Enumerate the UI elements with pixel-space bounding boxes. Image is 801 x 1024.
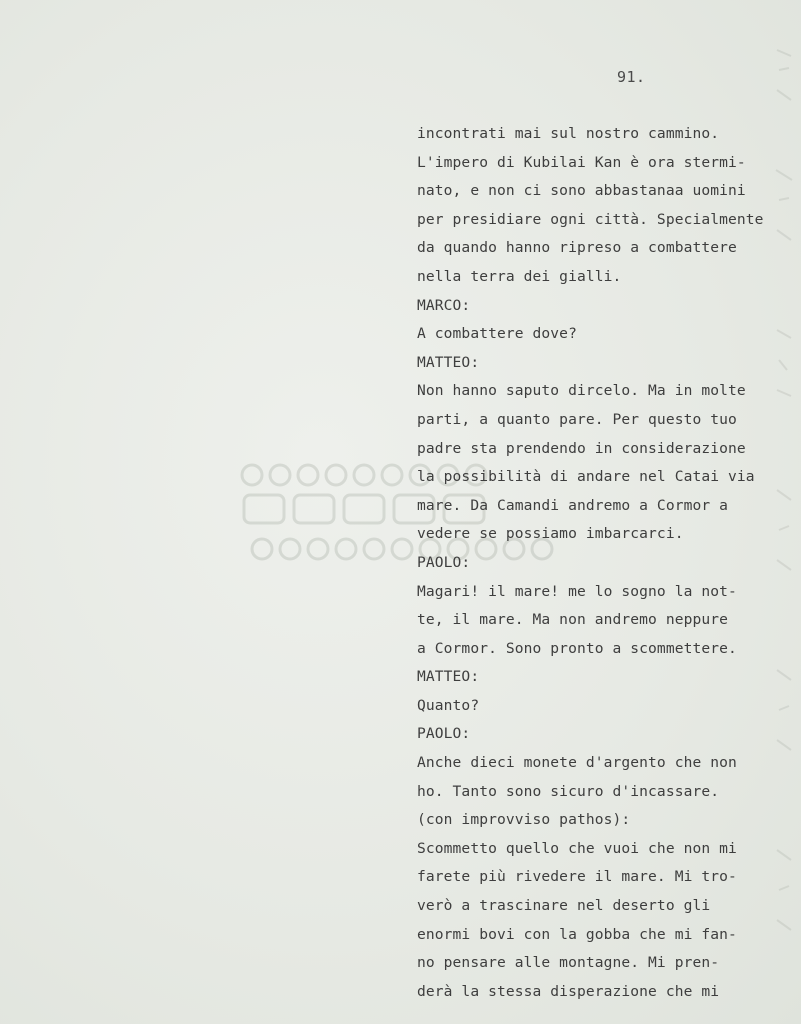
text-line: la possibilità di andare nel Catai via	[417, 468, 755, 486]
text-line: te, il mare. Ma non andremo neppure	[417, 611, 729, 629]
text-line: farete più rivedere il mare. Mi tro-	[417, 868, 737, 886]
text-line: a Cormor. Sono pronto a scommettere.	[417, 639, 737, 657]
text-line: L'impero di Kubilai Kan è ora stermi-	[417, 153, 746, 171]
text-line: Non hanno saputo dircelo. Ma in molte	[417, 382, 746, 400]
text-line: derà la stessa disperazione che mi	[417, 982, 720, 1000]
text-line: enormi bovi con la gobba che mi fan-	[417, 925, 737, 943]
text-line: nato, e non ci sono abbastanaa uomini	[417, 182, 746, 200]
text-line: Anche dieci monete d'argento che non	[417, 754, 737, 772]
text-line: per presidiare ogni città. Specialmente	[417, 210, 764, 228]
text-line: padre sta prendendo in considerazione	[417, 439, 746, 457]
page-number: 91.	[617, 68, 646, 86]
text-line: no pensare alle montagne. Mi pren-	[417, 954, 720, 972]
text-line: A combattere dove?	[417, 325, 577, 343]
speaker-label: MATTEO:	[417, 668, 480, 686]
text-line: parti, a quanto pare. Per questo tuo	[417, 410, 737, 428]
text-line: incontrati mai sul nostro cammino.	[417, 125, 720, 142]
speaker-label: PAOLO:	[417, 725, 471, 743]
text-line: da quando hanno ripreso a combattere	[417, 239, 737, 257]
speaker-label: MARCO:	[417, 296, 471, 314]
text-line: Quanto?	[417, 696, 480, 714]
typewritten-text	[417, 120, 801, 1006]
text-line: Magari! il mare! me lo sogno la not-	[417, 582, 737, 600]
speaker-label: PAOLO:	[417, 553, 471, 571]
speaker-label: MATTEO:	[417, 353, 480, 371]
stage-direction: (con improvviso pathos):	[417, 811, 631, 829]
text-line: verò a trascinare nel deserto gli	[417, 897, 711, 915]
text-line: ho. Tanto sono sicuro d'incassare.	[417, 782, 720, 800]
text-line: vedere se possiamo imbarcarci.	[417, 525, 684, 543]
text-line: nella terra dei gialli.	[417, 267, 622, 285]
text-line: Scommetto quello che vuoi che non mi	[417, 839, 737, 857]
text-line: mare. Da Camandi andremo a Cormor a	[417, 496, 729, 514]
